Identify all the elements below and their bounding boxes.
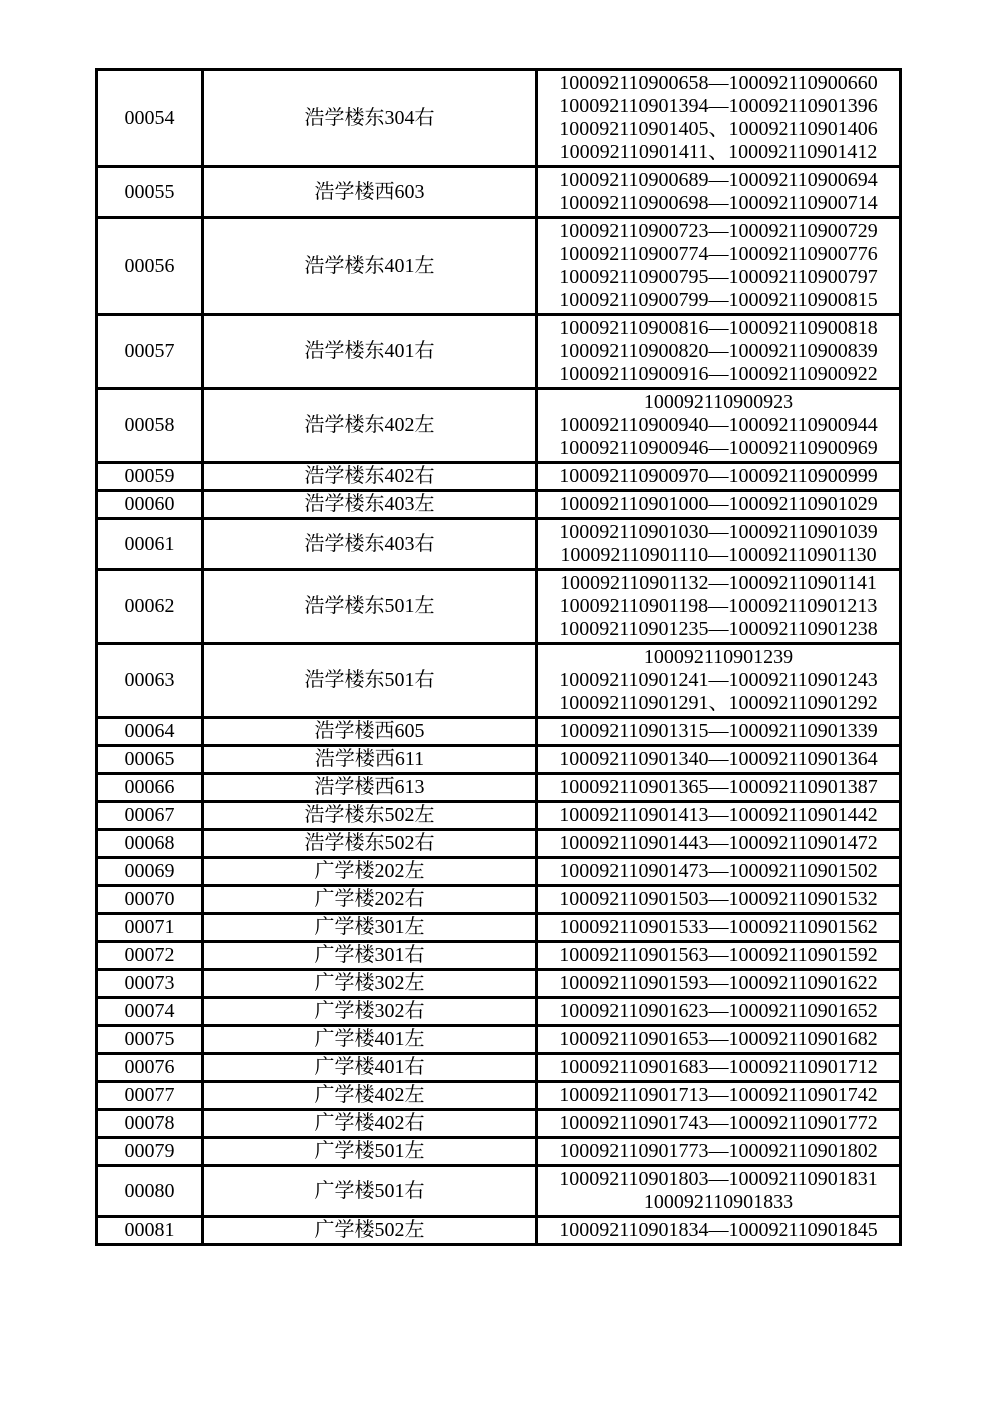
ticket-range-line: 100092110901743—100092110901772 [559, 1112, 878, 1134]
ticket-range-line: 100092110901533—100092110901562 [559, 916, 878, 938]
ticket-range-line: 100092110901713—100092110901742 [559, 1084, 878, 1106]
location-cell: 浩学楼东403右 [203, 519, 537, 570]
ticket-range-cell [537, 718, 901, 746]
room-number-cell: 00054 [97, 70, 203, 167]
room-number-cell: 00077 [97, 1082, 203, 1110]
ticket-range-cell [537, 970, 901, 998]
table-row [97, 942, 901, 970]
ticket-range-cell [537, 998, 901, 1026]
ticket-range-line: 100092110900816—100092110900818 [559, 317, 878, 339]
ticket-range-line: 100092110900970—100092110900999 [559, 465, 878, 487]
table-row [97, 1082, 901, 1110]
location-cell: 浩学楼东403左 [203, 491, 537, 519]
room-number-cell: 00062 [97, 570, 203, 644]
room-number-cell: 00065 [97, 746, 203, 774]
table-row [97, 830, 901, 858]
ticket-range-cell [537, 942, 901, 970]
ticket-range-cell [537, 1110, 901, 1138]
location-cell: 浩学楼东401右 [203, 315, 537, 389]
ticket-range-line: 100092110901239 [643, 646, 794, 668]
table-row [97, 1026, 901, 1054]
table-row [97, 1217, 901, 1245]
ticket-range-line: 100092110901563—100092110901592 [559, 944, 878, 966]
ticket-range-line: 100092110901030—100092110901039 [559, 521, 878, 543]
location-cell: 广学楼402右 [203, 1110, 537, 1138]
location-cell: 浩学楼东501右 [203, 644, 537, 718]
ticket-range-line: 100092110901503—100092110901532 [559, 888, 878, 910]
room-number-cell: 00060 [97, 491, 203, 519]
exam-room-table [95, 68, 902, 1246]
ticket-range-line: 100092110900923 [643, 391, 794, 413]
room-number-cell: 00076 [97, 1054, 203, 1082]
ticket-range-line: 100092110901405、100092110901406 [559, 118, 878, 140]
ticket-range-cell [537, 389, 901, 463]
ticket-range-line: 100092110900658—100092110900660 [559, 72, 878, 94]
ticket-range-cell [537, 1138, 901, 1166]
ticket-range-line: 100092110900916—100092110900922 [559, 363, 878, 385]
room-number-cell: 00068 [97, 830, 203, 858]
ticket-range-line: 100092110901198—100092110901213 [559, 595, 878, 617]
table-row [97, 998, 901, 1026]
room-number-cell: 00075 [97, 1026, 203, 1054]
ticket-range-line: 100092110901291、100092110901292 [559, 692, 878, 714]
location-cell: 广学楼401左 [203, 1026, 537, 1054]
location-cell: 浩学楼东401左 [203, 218, 537, 315]
table-row [97, 1166, 901, 1217]
ticket-range-cell [537, 858, 901, 886]
room-number-cell: 00063 [97, 644, 203, 718]
room-number-cell: 00056 [97, 218, 203, 315]
ticket-range-line: 100092110901340—100092110901364 [559, 748, 878, 770]
ticket-range-line: 100092110901000—100092110901029 [559, 493, 878, 515]
room-number-cell: 00081 [97, 1217, 203, 1245]
ticket-range-line: 100092110900723—100092110900729 [559, 220, 878, 242]
ticket-range-cell [537, 491, 901, 519]
ticket-range-line: 100092110901315—100092110901339 [559, 720, 878, 742]
ticket-range-line: 100092110900940—100092110900944 [559, 414, 878, 436]
location-cell: 广学楼302左 [203, 970, 537, 998]
ticket-range-line: 100092110901833 [643, 1191, 794, 1213]
ticket-range-cell [537, 315, 901, 389]
location-cell: 广学楼501右 [203, 1166, 537, 1217]
room-number-cell: 00061 [97, 519, 203, 570]
ticket-range-cell [537, 463, 901, 491]
location-cell: 广学楼202左 [203, 858, 537, 886]
ticket-range-cell [537, 830, 901, 858]
ticket-range-line: 100092110901394—100092110901396 [559, 95, 878, 117]
ticket-range-line: 100092110901473—100092110901502 [559, 860, 878, 882]
ticket-range-line: 100092110901593—100092110901622 [559, 972, 878, 994]
ticket-range-line: 100092110901411、100092110901412 [559, 141, 878, 163]
location-cell: 浩学楼西613 [203, 774, 537, 802]
table-row [97, 774, 901, 802]
table-row [97, 858, 901, 886]
room-number-cell: 00064 [97, 718, 203, 746]
ticket-range-cell [537, 70, 901, 167]
ticket-range-line: 100092110900774—100092110900776 [559, 243, 878, 265]
room-number-cell: 00072 [97, 942, 203, 970]
location-cell: 浩学楼东304右 [203, 70, 537, 167]
table-row [97, 1054, 901, 1082]
ticket-range-line: 100092110900946—100092110900969 [559, 437, 878, 459]
room-number-cell: 00079 [97, 1138, 203, 1166]
ticket-range-line: 100092110901773—100092110901802 [559, 1140, 878, 1162]
ticket-range-line: 100092110901235—100092110901238 [559, 618, 878, 640]
ticket-range-line: 100092110901803—100092110901831 [559, 1168, 878, 1190]
exam-room-table-body [97, 70, 901, 1245]
location-cell: 广学楼502左 [203, 1217, 537, 1245]
ticket-range-cell [537, 1026, 901, 1054]
room-number-cell: 00059 [97, 463, 203, 491]
location-cell: 浩学楼东402左 [203, 389, 537, 463]
table-row [97, 519, 901, 570]
table-row [97, 1138, 901, 1166]
room-number-cell: 00080 [97, 1166, 203, 1217]
ticket-range-cell [537, 802, 901, 830]
ticket-range-line: 100092110901132—100092110901141 [559, 572, 878, 594]
ticket-range-line: 100092110901834—100092110901845 [559, 1219, 878, 1241]
room-number-cell: 00071 [97, 914, 203, 942]
ticket-range-line: 100092110901241—100092110901243 [559, 669, 878, 691]
room-number-cell: 00055 [97, 167, 203, 218]
ticket-range-cell [537, 644, 901, 718]
location-cell: 广学楼302右 [203, 998, 537, 1026]
location-cell: 浩学楼东402右 [203, 463, 537, 491]
location-cell: 广学楼501左 [203, 1138, 537, 1166]
ticket-range-line: 100092110901443—100092110901472 [559, 832, 878, 854]
location-cell: 广学楼402左 [203, 1082, 537, 1110]
location-cell: 浩学楼东502右 [203, 830, 537, 858]
ticket-range-line: 100092110901623—100092110901652 [559, 1000, 878, 1022]
room-number-cell: 00066 [97, 774, 203, 802]
room-number-cell: 00078 [97, 1110, 203, 1138]
room-number-cell: 00074 [97, 998, 203, 1026]
room-number-cell: 00069 [97, 858, 203, 886]
ticket-range-line: 100092110900820—100092110900839 [559, 340, 878, 362]
room-number-cell: 00058 [97, 389, 203, 463]
table-row [97, 167, 901, 218]
ticket-range-line: 100092110901110—100092110901130 [560, 544, 877, 566]
location-cell: 浩学楼东502左 [203, 802, 537, 830]
table-row [97, 970, 901, 998]
ticket-range-cell [537, 746, 901, 774]
table-row [97, 315, 901, 389]
location-cell: 广学楼202右 [203, 886, 537, 914]
ticket-range-cell [537, 774, 901, 802]
table-row [97, 746, 901, 774]
table-row [97, 570, 901, 644]
location-cell: 浩学楼西603 [203, 167, 537, 218]
table-row [97, 802, 901, 830]
table-row [97, 491, 901, 519]
ticket-range-line: 100092110900689—100092110900694 [559, 169, 878, 191]
table-row [97, 389, 901, 463]
location-cell: 广学楼301右 [203, 942, 537, 970]
ticket-range-cell [537, 1166, 901, 1217]
ticket-range-line: 100092110901413—100092110901442 [559, 804, 878, 826]
location-cell: 广学楼301左 [203, 914, 537, 942]
ticket-range-cell [537, 914, 901, 942]
table-row [97, 644, 901, 718]
ticket-range-line: 100092110900799—100092110900815 [559, 289, 878, 311]
ticket-range-line: 100092110901653—100092110901682 [559, 1028, 878, 1050]
room-number-cell: 00073 [97, 970, 203, 998]
ticket-range-line: 100092110900698—100092110900714 [559, 192, 878, 214]
table-row [97, 886, 901, 914]
room-number-cell: 00067 [97, 802, 203, 830]
ticket-range-line: 100092110900795—100092110900797 [559, 266, 878, 288]
table-row [97, 718, 901, 746]
ticket-range-cell [537, 1082, 901, 1110]
ticket-range-cell [537, 167, 901, 218]
ticket-range-cell [537, 1054, 901, 1082]
ticket-range-line: 100092110901683—100092110901712 [559, 1056, 878, 1078]
ticket-range-line: 100092110901365—100092110901387 [559, 776, 878, 798]
table-row [97, 463, 901, 491]
location-cell: 浩学楼东501左 [203, 570, 537, 644]
location-cell: 浩学楼西605 [203, 718, 537, 746]
table-row [97, 914, 901, 942]
ticket-range-cell [537, 886, 901, 914]
ticket-range-cell [537, 570, 901, 644]
location-cell: 浩学楼西611 [203, 746, 537, 774]
ticket-range-cell [537, 1217, 901, 1245]
table-row [97, 1110, 901, 1138]
location-cell: 广学楼401右 [203, 1054, 537, 1082]
room-number-cell: 00057 [97, 315, 203, 389]
table-row [97, 218, 901, 315]
table-row [97, 70, 901, 167]
ticket-range-cell [537, 218, 901, 315]
room-number-cell: 00070 [97, 886, 203, 914]
ticket-range-cell [537, 519, 901, 570]
